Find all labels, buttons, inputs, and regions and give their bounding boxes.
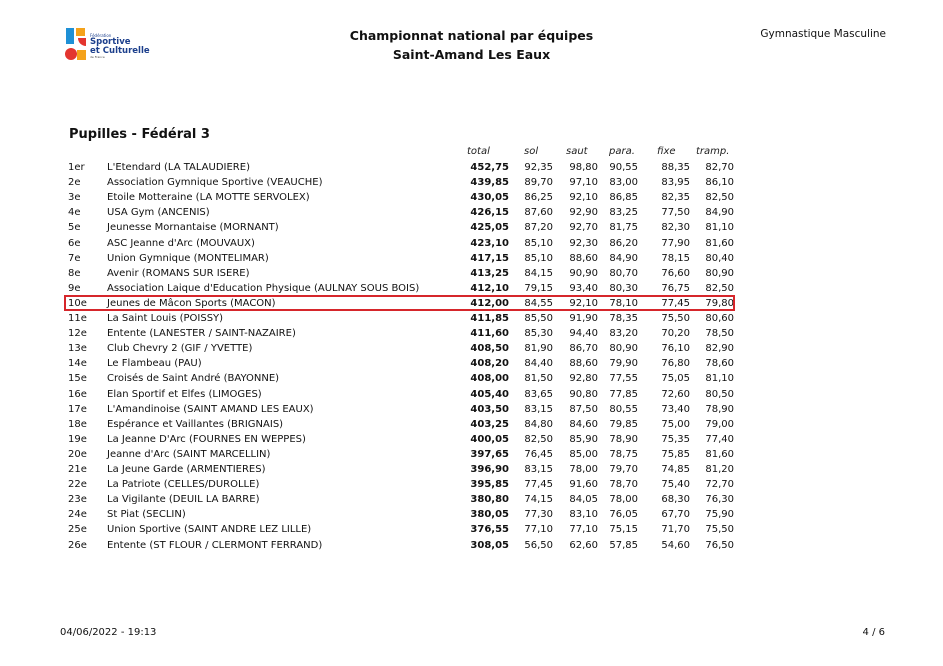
table-row xyxy=(0,432,943,447)
cell-club: Club Chevry 2 (GIF / YVETTE) xyxy=(107,343,253,355)
cell-club: Avenir (ROMANS SUR ISERE) xyxy=(107,267,250,279)
cell-tramp: 79,80 xyxy=(705,297,734,309)
cell-tramp: 81,20 xyxy=(705,464,734,475)
cell-tramp: 80,90 xyxy=(705,267,734,279)
cell-fixe: 82,30 xyxy=(661,222,690,234)
cell-tramp: 86,10 xyxy=(705,177,734,189)
cell-rank: 3e xyxy=(68,192,81,204)
cell-fixe: 77,45 xyxy=(661,297,690,309)
cell-sol: 83,65 xyxy=(524,388,553,400)
cell-club: L'Etendard (LA TALAUDIERE) xyxy=(107,162,250,173)
cell-saut: 85,90 xyxy=(569,433,598,445)
cell-club: Espérance et Vaillantes (BRIGNAIS) xyxy=(107,418,284,430)
cell-rank: 24e xyxy=(68,509,87,521)
cell-rank: 6e xyxy=(68,237,81,249)
cell-club: La Vigilante (DEUIL LA BARRE) xyxy=(107,494,260,506)
cell-club: Croisés de Saint André (BAYONNE) xyxy=(107,373,280,385)
cell-sol: 74,15 xyxy=(524,494,553,506)
cell-sol: 77,10 xyxy=(524,524,553,536)
cell-rank: 11e xyxy=(68,313,87,324)
cell-club: Entente (LANESTER / SAINT-NAZAIRE) xyxy=(107,328,296,340)
logo-line2: et Culturelle xyxy=(90,46,150,57)
cell-club: La Jeanne D'Arc (FOURNES EN WEPPES) xyxy=(107,433,306,445)
table-row xyxy=(0,236,943,251)
cell-club: Jeanne d'Arc (SAINT MARCELLIN) xyxy=(107,448,271,460)
cell-club: La Patriote (CELLES/DUROLLE) xyxy=(107,479,260,491)
cell-fixe: 75,05 xyxy=(661,373,690,385)
table-row xyxy=(0,341,943,356)
cell-total: 439,85 xyxy=(470,177,509,189)
cell-saut: 77,10 xyxy=(569,524,598,536)
cell-tramp: 76,50 xyxy=(705,539,734,551)
cell-sol: 84,55 xyxy=(524,297,553,309)
cell-fixe: 74,85 xyxy=(661,464,690,475)
cell-sol: 77,45 xyxy=(524,479,553,491)
table-row xyxy=(0,205,943,220)
cell-total: 405,40 xyxy=(470,388,509,400)
cell-sol: 85,50 xyxy=(524,313,553,324)
cell-club: ASC Jeanne d'Arc (MOUVAUX) xyxy=(107,237,255,249)
table-row xyxy=(0,522,943,537)
cell-club: La Saint Louis (POISSY) xyxy=(107,313,224,324)
cell-rank: 20e xyxy=(68,448,87,460)
cell-fixe: 54,60 xyxy=(661,539,690,551)
cell-total: 408,00 xyxy=(470,373,509,385)
logo-mark-red-circle xyxy=(65,48,77,60)
cell-rank: 12e xyxy=(68,328,87,340)
cell-saut: 92,10 xyxy=(569,297,598,309)
cell-rank: 5e xyxy=(68,222,81,234)
cell-saut: 78,00 xyxy=(569,464,598,475)
cell-saut: 92,10 xyxy=(569,192,598,204)
table-row xyxy=(0,507,943,522)
cell-rank: 9e xyxy=(68,282,81,294)
cell-rank: 19e xyxy=(68,433,87,445)
table-row xyxy=(0,356,943,371)
cell-tramp: 82,50 xyxy=(705,282,734,294)
cell-rank: 21e xyxy=(68,464,87,475)
cell-para: 78,75 xyxy=(609,448,638,460)
cell-saut: 93,40 xyxy=(569,282,598,294)
cell-total: 400,05 xyxy=(470,433,509,445)
cell-tramp: 81,10 xyxy=(705,373,734,385)
cell-fixe: 67,70 xyxy=(661,509,690,521)
logo-mark-orange xyxy=(76,28,85,36)
cell-total: 423,10 xyxy=(470,237,509,249)
cell-para: 79,70 xyxy=(609,464,638,475)
cell-fixe: 76,10 xyxy=(661,343,690,355)
table-row xyxy=(0,175,943,190)
cell-tramp: 84,90 xyxy=(705,207,734,219)
cell-rank: 7e xyxy=(68,252,81,264)
cell-saut: 92,30 xyxy=(569,237,598,249)
table-row xyxy=(0,371,943,386)
cell-sol: 76,45 xyxy=(524,448,553,460)
cell-tramp: 81,10 xyxy=(705,222,734,234)
cell-club: Jeunes de Mâcon Sports (MACON) xyxy=(107,297,276,309)
cell-club: Le Flambeau (PAU) xyxy=(107,358,202,370)
cell-fixe: 75,85 xyxy=(661,448,690,460)
cell-rank: 25e xyxy=(68,524,87,536)
cell-rank: 17e xyxy=(68,403,87,415)
cell-tramp: 72,70 xyxy=(705,479,734,491)
cell-fixe: 70,20 xyxy=(661,328,690,340)
cell-total: 408,50 xyxy=(470,343,509,355)
table-row xyxy=(0,387,943,402)
cell-para: 76,05 xyxy=(609,509,638,521)
cell-tramp: 81,60 xyxy=(705,237,734,249)
table-row xyxy=(0,477,943,492)
cell-rank: 18e xyxy=(68,418,87,430)
cell-tramp: 78,90 xyxy=(705,403,734,415)
cell-sol: 89,70 xyxy=(524,177,553,189)
cell-sol: 86,25 xyxy=(524,192,553,204)
cell-saut: 83,10 xyxy=(569,509,598,521)
cell-para: 83,00 xyxy=(609,177,638,189)
cell-fixe: 75,00 xyxy=(661,418,690,430)
cell-sol: 85,30 xyxy=(524,328,553,340)
cell-rank: 10e xyxy=(68,297,87,309)
cell-total: 308,05 xyxy=(470,539,509,551)
cell-fixe: 78,15 xyxy=(661,252,690,264)
cell-saut: 94,40 xyxy=(569,328,598,340)
logo-text xyxy=(90,34,150,59)
cell-rank: 22e xyxy=(68,479,87,491)
federation-logo xyxy=(64,26,164,70)
cell-total: 413,25 xyxy=(470,267,509,279)
cell-saut: 91,90 xyxy=(569,313,598,324)
cell-para: 75,15 xyxy=(609,524,638,536)
cell-para: 80,90 xyxy=(609,343,638,355)
table-row xyxy=(0,281,943,296)
cell-sol: 81,50 xyxy=(524,373,553,385)
footer-page-number: 4 / 6 xyxy=(862,627,885,638)
cell-para: 80,55 xyxy=(609,403,638,415)
cell-total: 425,05 xyxy=(470,222,509,234)
table-row xyxy=(0,462,943,477)
table-row xyxy=(0,447,943,462)
cell-rank: 16e xyxy=(68,388,87,400)
cell-saut: 97,10 xyxy=(569,177,598,189)
cell-tramp: 80,40 xyxy=(705,252,734,264)
cell-sol: 84,15 xyxy=(524,267,553,279)
cell-total: 403,50 xyxy=(470,403,509,415)
cell-club: L'Amandinoise (SAINT AMAND LES EAUX) xyxy=(107,403,314,415)
cell-rank: 14e xyxy=(68,358,87,370)
cell-sol: 81,90 xyxy=(524,343,553,355)
cell-para: 80,70 xyxy=(609,267,638,279)
cell-sol: 85,10 xyxy=(524,237,553,249)
cell-para: 77,85 xyxy=(609,388,638,400)
cell-para: 77,55 xyxy=(609,373,638,385)
cell-tramp: 82,50 xyxy=(705,192,734,204)
cell-para: 78,00 xyxy=(609,494,638,506)
cell-saut: 92,70 xyxy=(569,222,598,234)
cell-club: La Jeune Garde (ARMENTIERES) xyxy=(107,464,266,475)
logo-line1: Sportive xyxy=(90,37,131,48)
document-title: Championnat national par équipes xyxy=(349,28,594,43)
cell-tramp: 77,40 xyxy=(705,433,734,445)
cell-total: 412,00 xyxy=(470,297,509,309)
cell-sol: 84,40 xyxy=(524,358,553,370)
logo-mark-red-top xyxy=(78,38,86,46)
cell-fixe: 72,60 xyxy=(661,388,690,400)
cell-para: 78,35 xyxy=(609,313,638,324)
cell-total: 430,05 xyxy=(470,192,509,204)
logo-mark-orange-bottom xyxy=(77,50,86,60)
cell-total: 452,75 xyxy=(470,162,509,173)
cell-club: Jeunesse Mornantaise (MORNANT) xyxy=(107,222,279,234)
column-header-tramp: tramp. xyxy=(696,146,730,157)
cell-total: 395,85 xyxy=(470,479,509,491)
cell-total: 411,60 xyxy=(470,328,509,340)
table-row xyxy=(0,402,943,417)
cell-fixe: 75,40 xyxy=(661,479,690,491)
cell-total: 376,55 xyxy=(470,524,509,536)
document-subtitle: Saint-Amand Les Eaux xyxy=(392,47,551,62)
cell-fixe: 71,70 xyxy=(661,524,690,536)
cell-rank: 2e xyxy=(68,177,81,189)
cell-rank: 1er xyxy=(68,162,85,173)
cell-rank: 13e xyxy=(68,343,87,355)
column-header-para: para. xyxy=(609,146,635,157)
cell-rank: 15e xyxy=(68,373,87,385)
cell-total: 396,90 xyxy=(470,464,509,475)
cell-total: 408,20 xyxy=(470,358,509,370)
cell-saut: 92,90 xyxy=(569,207,598,219)
table-row xyxy=(0,220,943,235)
cell-sol: 77,30 xyxy=(524,509,553,521)
cell-total: 380,05 xyxy=(470,509,509,521)
cell-para: 86,85 xyxy=(609,192,638,204)
cell-total: 426,15 xyxy=(470,207,509,219)
cell-club: Elan Sportif et Elfes (LIMOGES) xyxy=(107,388,262,400)
discipline-label: Gymnastique Masculine xyxy=(760,28,886,40)
table-row xyxy=(0,311,943,326)
cell-para: 78,70 xyxy=(609,479,638,491)
cell-fixe: 77,50 xyxy=(661,207,690,219)
cell-saut: 87,50 xyxy=(569,403,598,415)
cell-sol: 85,10 xyxy=(524,252,553,264)
cell-tramp: 82,70 xyxy=(705,162,734,173)
highlighted-row-box xyxy=(64,295,735,311)
cell-sol: 84,80 xyxy=(524,418,553,430)
cell-saut: 84,05 xyxy=(569,494,598,506)
column-header-fixe: fixe xyxy=(657,146,676,157)
cell-para: 80,30 xyxy=(609,282,638,294)
cell-saut: 86,70 xyxy=(569,343,598,355)
cell-tramp: 80,50 xyxy=(705,388,734,400)
cell-total: 417,15 xyxy=(470,252,509,264)
table-row xyxy=(0,251,943,266)
cell-fixe: 88,35 xyxy=(661,162,690,173)
cell-para: 83,20 xyxy=(609,328,638,340)
cell-rank: 4e xyxy=(68,207,81,219)
logo-tiny-text: de France xyxy=(90,55,105,60)
cell-sol: 87,60 xyxy=(524,207,553,219)
cell-saut: 91,60 xyxy=(569,479,598,491)
cell-total: 412,10 xyxy=(470,282,509,294)
cell-fixe: 75,50 xyxy=(661,313,690,324)
cell-para: 90,55 xyxy=(609,162,638,173)
cell-saut: 98,80 xyxy=(569,162,598,173)
cell-sol: 56,50 xyxy=(524,539,553,551)
cell-para: 79,90 xyxy=(609,358,638,370)
table-row xyxy=(0,492,943,507)
cell-club: St Piat (SECLIN) xyxy=(107,509,186,521)
cell-tramp: 80,60 xyxy=(705,313,734,324)
cell-tramp: 78,60 xyxy=(705,358,734,370)
cell-tramp: 76,30 xyxy=(705,494,734,506)
cell-total: 411,85 xyxy=(470,313,509,324)
cell-saut: 88,60 xyxy=(569,358,598,370)
cell-para: 57,85 xyxy=(609,539,638,551)
table-row xyxy=(0,326,943,341)
cell-tramp: 75,50 xyxy=(705,524,734,536)
column-header-sol: sol xyxy=(524,146,539,157)
cell-sol: 87,20 xyxy=(524,222,553,234)
column-header-total: total xyxy=(467,146,490,157)
cell-tramp: 78,50 xyxy=(705,328,734,340)
cell-fixe: 75,35 xyxy=(661,433,690,445)
footer-date: 04/06/2022 - 19:13 xyxy=(60,627,157,638)
cell-sol: 79,15 xyxy=(524,282,553,294)
cell-para: 84,90 xyxy=(609,252,638,264)
cell-club: Association Gymnique Sportive (VEAUCHE) xyxy=(107,177,323,189)
cell-sol: 92,35 xyxy=(524,162,553,173)
cell-fixe: 76,75 xyxy=(661,282,690,294)
cell-tramp: 79,00 xyxy=(705,418,734,430)
cell-rank: 23e xyxy=(68,494,87,506)
cell-club: Union Gymnique (MONTELIMAR) xyxy=(107,252,269,264)
cell-saut: 90,80 xyxy=(569,388,598,400)
logo-small-text: Fédération xyxy=(90,33,112,38)
cell-fixe: 73,40 xyxy=(661,403,690,415)
logo-mark-blue xyxy=(66,28,74,44)
table-row xyxy=(0,190,943,205)
cell-saut: 88,60 xyxy=(569,252,598,264)
cell-saut: 92,80 xyxy=(569,373,598,385)
table-row xyxy=(0,160,943,175)
cell-fixe: 83,95 xyxy=(661,177,690,189)
cell-tramp: 81,60 xyxy=(705,448,734,460)
cell-para: 83,25 xyxy=(609,207,638,219)
cell-para: 78,10 xyxy=(609,297,638,309)
cell-sol: 83,15 xyxy=(524,403,553,415)
cell-club: USA Gym (ANCENIS) xyxy=(107,207,210,219)
cell-total: 403,25 xyxy=(470,418,509,430)
table-row xyxy=(0,538,943,553)
section-title: Pupilles - Fédéral 3 xyxy=(69,127,210,142)
cell-saut: 85,00 xyxy=(569,448,598,460)
cell-sol: 83,15 xyxy=(524,464,553,475)
cell-fixe: 68,30 xyxy=(661,494,690,506)
cell-rank: 26e xyxy=(68,539,87,551)
column-header-saut: saut xyxy=(566,146,588,157)
cell-club: Association Laique d'Education Physique (AULNAY SOUS BOIS) xyxy=(107,282,420,294)
cell-para: 79,85 xyxy=(609,418,638,430)
cell-rank: 8e xyxy=(68,267,81,279)
cell-sol: 82,50 xyxy=(524,433,553,445)
cell-tramp: 82,90 xyxy=(705,343,734,355)
cell-fixe: 77,90 xyxy=(661,237,690,249)
cell-fixe: 76,60 xyxy=(661,267,690,279)
cell-tramp: 75,90 xyxy=(705,509,734,521)
cell-total: 397,65 xyxy=(470,448,509,460)
cell-total: 380,80 xyxy=(470,494,509,506)
cell-club: Etoile Motteraine (LA MOTTE SERVOLEX) xyxy=(107,192,310,204)
table-row xyxy=(0,417,943,432)
cell-saut: 90,90 xyxy=(569,267,598,279)
table-row xyxy=(0,266,943,281)
cell-para: 86,20 xyxy=(609,237,638,249)
cell-saut: 84,60 xyxy=(569,418,598,430)
cell-saut: 62,60 xyxy=(569,539,598,551)
cell-fixe: 82,35 xyxy=(661,192,690,204)
cell-para: 81,75 xyxy=(609,222,638,234)
cell-fixe: 76,80 xyxy=(661,358,690,370)
cell-para: 78,90 xyxy=(609,433,638,445)
cell-club: Union Sportive (SAINT ANDRE LEZ LILLE) xyxy=(107,524,312,536)
cell-club: Entente (ST FLOUR / CLERMONT FERRAND) xyxy=(107,539,323,551)
